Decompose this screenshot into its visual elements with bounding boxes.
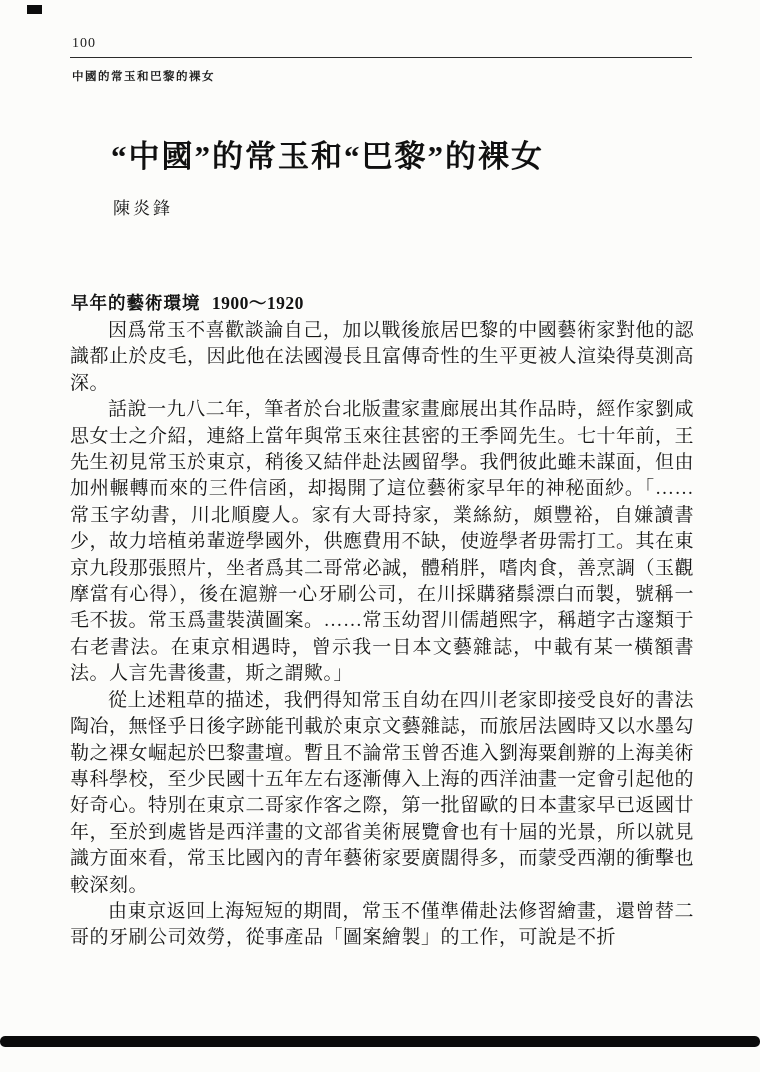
section-heading — [71, 290, 304, 315]
paragraph-1: 因爲常玉不喜歡談論自己，加以戰後旅居巴黎的中國藝術家對他的認識都止於皮毛，因此他在法國漫長且富傳奇性的生平更被人渲染得莫測高深。 — [70, 320, 695, 394]
page-number: 100 — [72, 36, 96, 51]
paragraph-3: 從上述粗草的描述，我們得知常玉自幼在四川老家即接受良好的書法陶冶，無怪乎日後字跡能刊載於東京文藝雜誌，而旅居法國時又以水墨勾勒之裸女崛起於巴黎畫壇。暫且不論常玉曾否進入劉海粟創辦的上海美術專科學校，至少民國十五年左右逐漸傳入上海的西洋油畫一定會引起他的好奇心。特別在東京二哥家作客之際，第一批留歐的日本畫家早已返國廿年，至於到處皆是西洋畫的文部省美術展覽會也有十屆的光景，所以就見識方面來看，常玉比國內的青年藝術家要廣闊得多，而蒙受西潮的衝擊也較深刻。 — [70, 689, 695, 896]
paragraph-2: 話說一九八二年，筆者於台北版畫家畫廊展出其作品時，經作家劉咸思女士之介紹，連絡上當年與常玉來往甚密的王季岡先生。七十年前，王先生初見常玉於東京，稍後又結伴赴法國留學。我們彼此雖未謀面，但由加州輾轉而來的三件信函，却揭開了這位藝術家早年的神秘面紗。「……常玉字幼書，川北順慶人。家有大哥持家，業絲紡，頗豐裕，自嫌讀書少，故力培植弟輩遊學國外，供應費用不缺，使遊學者毋需打工。其在東京九段那張照片，坐者爲其二哥常必誠，體稍胖，嗜肉食，善烹調（玉觀摩當有心得），後在滬辦一心牙刷公司，在川採購豬鬃漂白而製，號稱一毛不拔。常玉爲畫裝潢圖案。……常玉幼習川儒趙熙字，稱趙字古邃類于右老書法。在東京相遇時，曾示我一日本文藝雜誌，中載有某一橫額書法。人言先書後畫，斯之謂歟。」 — [70, 399, 695, 685]
section-heading-text: 早年的藝術環境 — [71, 293, 201, 313]
paragraph-4: 由東京返回上海短短的期間，常玉不僅準備赴法修習繪畫，還曾替二哥的牙刷公司效勞，從事產品「圖案繪製」的工作，可說是不折 — [70, 900, 694, 949]
article-author: 陳炎鋒 — [113, 199, 173, 218]
running-header: 中國的常玉和巴黎的裸女 — [72, 71, 215, 83]
article-title: “中國”的常玉和“巴黎”的裸女 — [111, 139, 544, 174]
article-body — [70, 318, 694, 952]
scan-artifact-top — [27, 5, 42, 14]
section-heading-years: 1900～1920 — [211, 293, 304, 313]
header-rule — [70, 57, 692, 58]
scan-artifact-bottom — [0, 1036, 760, 1047]
